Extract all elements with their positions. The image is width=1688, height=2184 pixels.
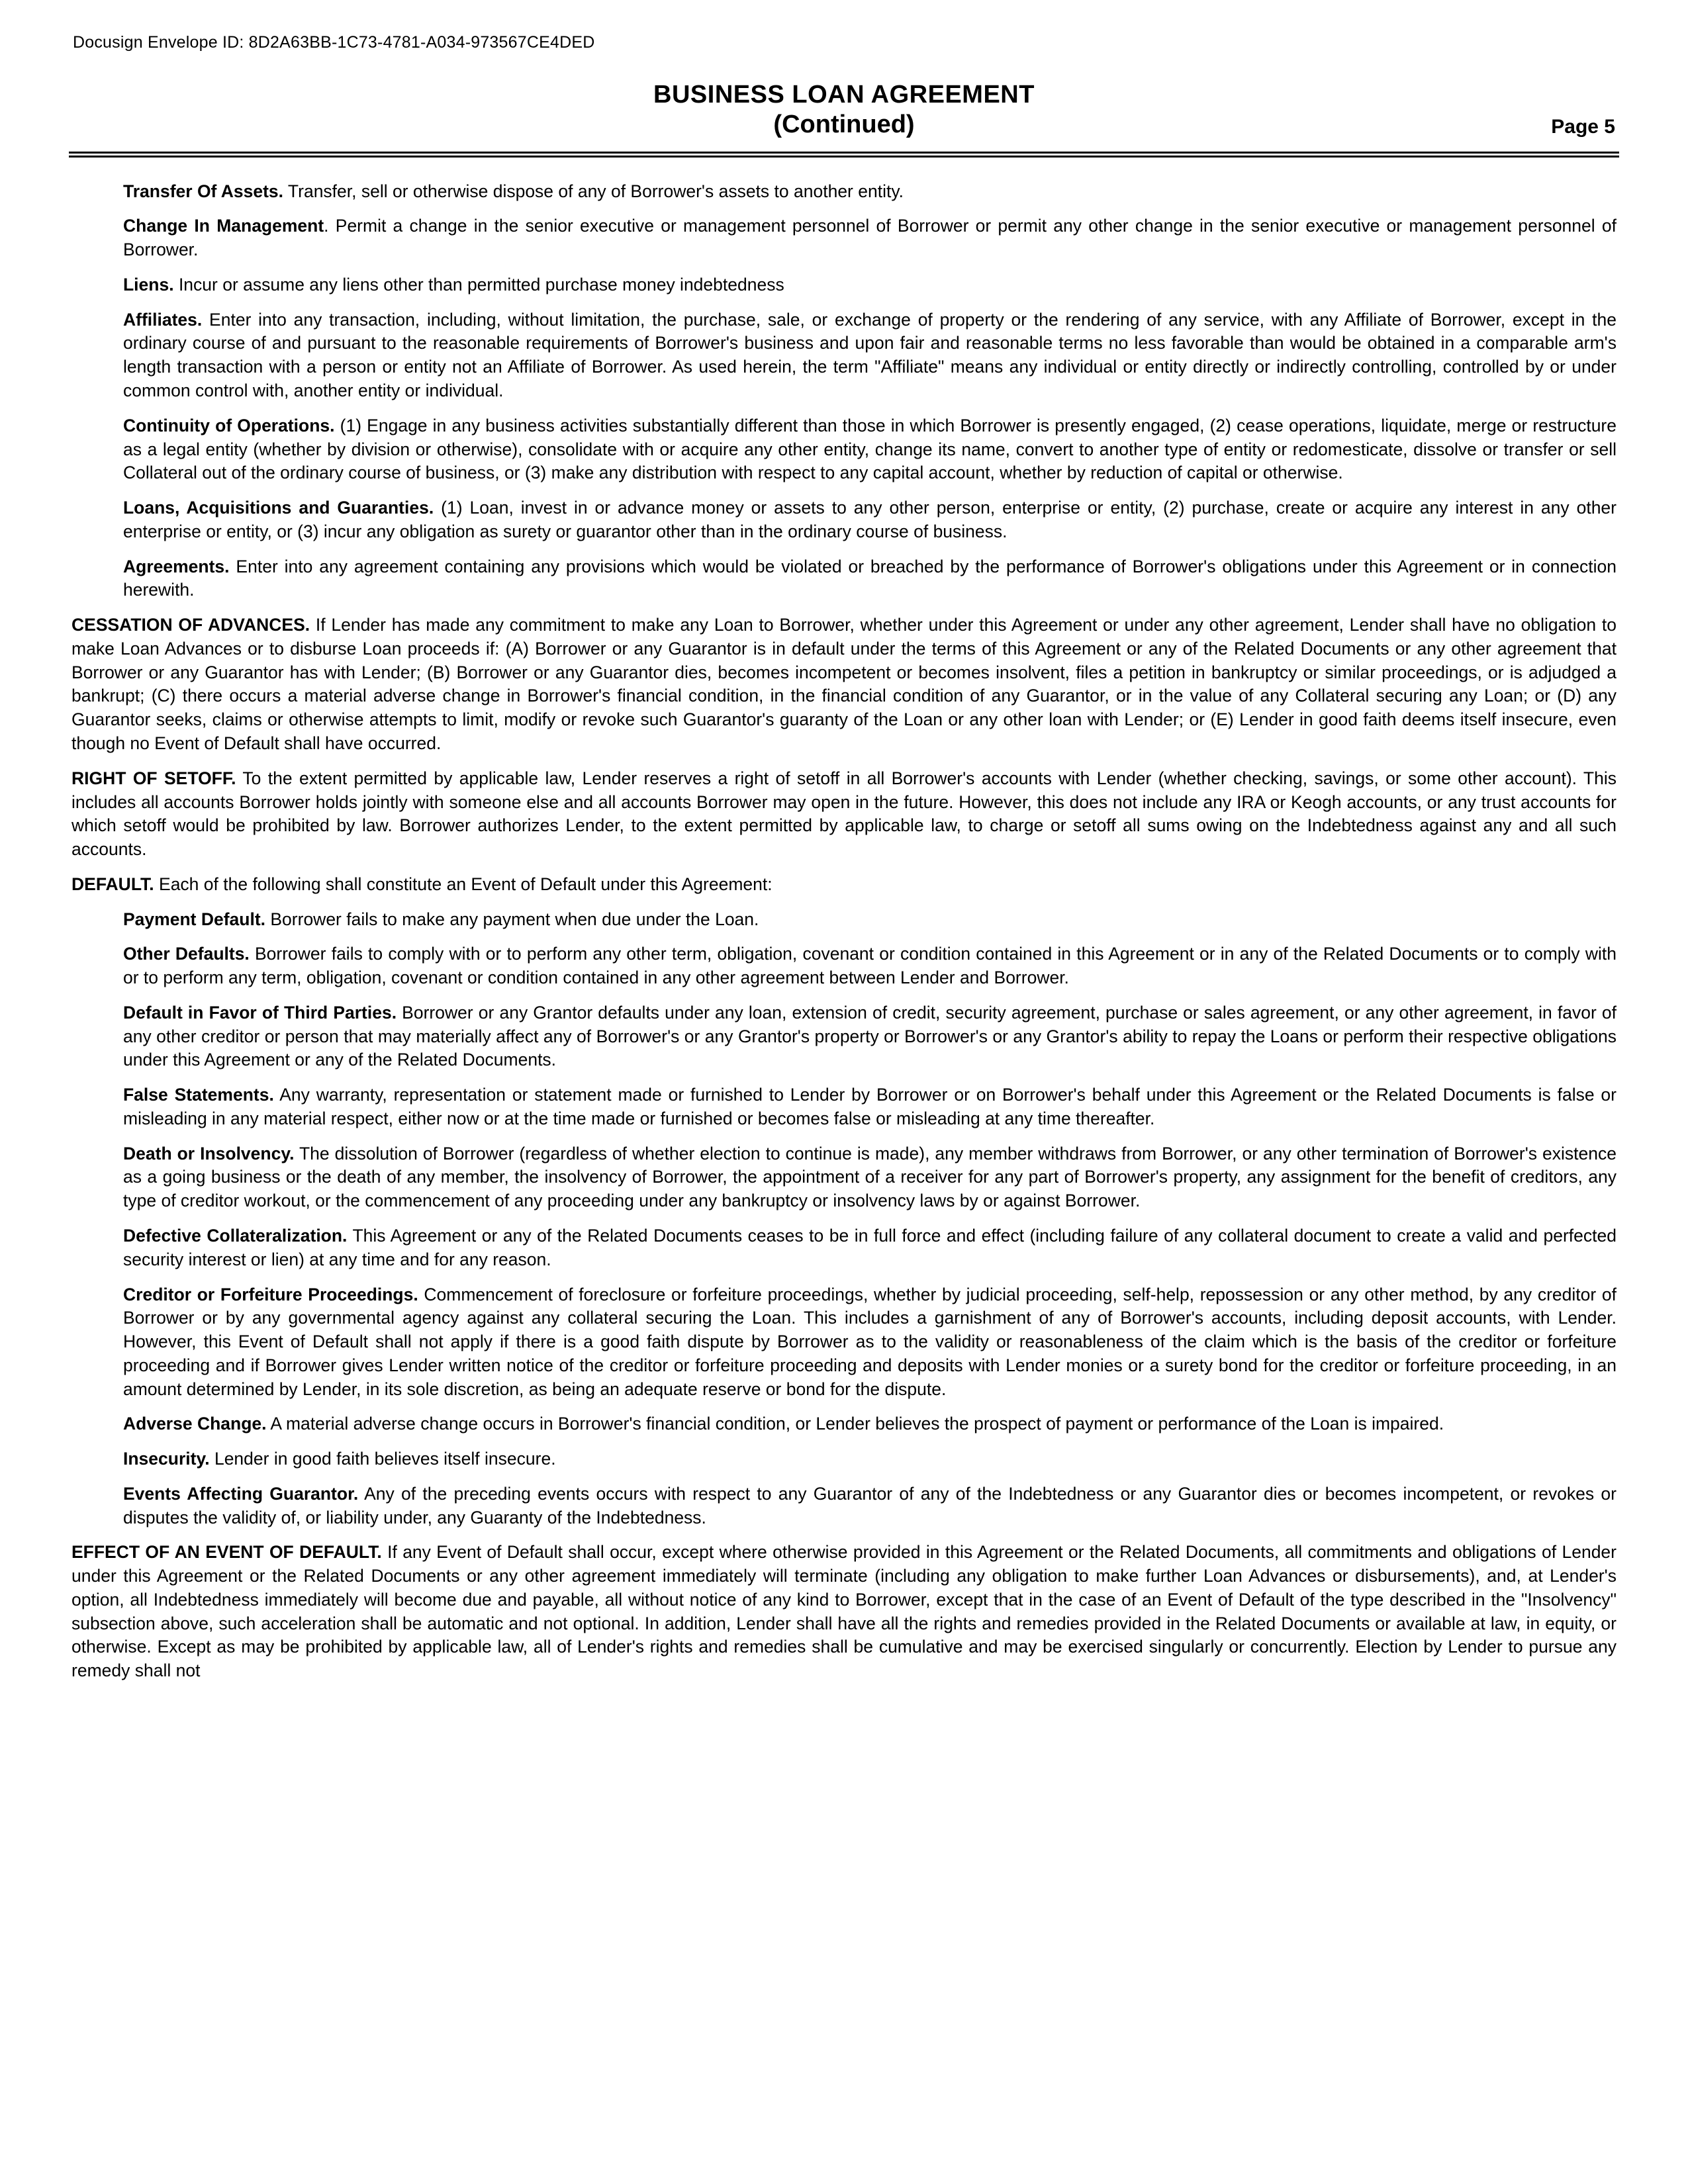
paragraph-text: (1) Loan, invest in or advance money or assets to any other person, enterprise or entity, (2) purchase, create or acquire any interest in any other enterprise or entity, or (3) incur any obligation as surety or guarantor other than in the ordinary course of business. xyxy=(123,498,1617,541)
paragraph-heading: Other Defaults. xyxy=(123,944,250,964)
paragraph-heading: Events Affecting Guarantor. xyxy=(123,1483,359,1504)
paragraph-heading: Payment Default. xyxy=(123,909,266,929)
paragraph-text: Lender in good faith believes itself insecure. xyxy=(209,1449,556,1469)
paragraph xyxy=(123,214,1617,262)
paragraph-text: Borrower fails to comply with or to perform any other term, obligation, covenant or condition contained in this Agreement or in any of the Related Documents or to comply with or to perform any term, obligation, covenant or condition contained in any other agreement between Lender and Borrower. xyxy=(123,944,1617,988)
paragraph-heading: RIGHT OF SETOFF. xyxy=(71,768,236,788)
paragraph-text: Transfer, sell or otherwise dispose of any of Borrower's assets to another entity. xyxy=(283,181,904,201)
paragraph xyxy=(71,767,1617,862)
paragraph xyxy=(123,942,1617,990)
paragraph-heading: Defective Collateralization. xyxy=(123,1225,348,1246)
page-number: Page 5 xyxy=(1551,115,1615,138)
paragraph xyxy=(71,614,1617,756)
document-header xyxy=(66,80,1622,140)
paragraph-heading: Death or Insolvency. xyxy=(123,1143,295,1163)
paragraph-text: This Agreement or any of the Related Documents ceases to be in full force and effect (including failure of any collateral document to create a valid and perfected security interest or lien) at any time and for any reason. xyxy=(123,1225,1617,1269)
paragraph xyxy=(123,180,1617,204)
paragraph-text: If any Event of Default shall occur, except where otherwise provided in this Agreement or the Related Documents, all commitments and obligations of Lender under this Agreement or the Related Documents or any other agreement immediately will terminate (including any obligation to make further Loan Advances or disbursements), and, at Lender's option, all Indebtedness immediately will become due and payable, all without notice of any kind to Borrower, except that in the case of an Event of Default of the type described in the "Insolvency" subsection above, such acceleration shall be automatic and not optional. In addition, Lender shall have all the rights and remedies provided in the Related Documents or available at law, in equity, or otherwise. Except as may be prohibited by applicable law, all of Lender's rights and remedies shall be cumulative and may be exercised singularly or concurrently. Election by Lender to pursue any remedy shall not xyxy=(71,1542,1617,1681)
paragraph xyxy=(123,1412,1617,1436)
paragraph-text: Enter into any agreement containing any provisions which would be violated or breached by the performance of Borrower's obligations under this Agreement or in connection herewith. xyxy=(123,556,1617,600)
paragraph-text: Borrower fails to make any payment when due under the Loan. xyxy=(265,909,759,929)
paragraph-text: Each of the following shall constitute an Event of Default under this Agreement: xyxy=(154,874,773,894)
paragraph-text: Any of the preceding events occurs with respect to any Guarantor of any of the Indebtedness or any Guarantor dies or becomes incompetent, or revokes or disputes the validity of, or liability under, any Guaranty of the Indebtedness. xyxy=(123,1483,1617,1527)
paragraph-heading: Transfer Of Assets. xyxy=(123,181,284,201)
paragraph-text: If Lender has made any commitment to make any Loan to Borrower, whether under this Agreement or under any other agreement, Lender shall have no obligation to make Loan Advances or to disburse Loan proceeds if: (A) Borrower or any Guarantor is in default under the terms of this Agreement or any of the Related Documents or any other agreement that Borrower or any Guarantor has with Lender; (B) Borrower or any Guarantor dies, becomes incompetent or becomes insolvent, files a petition in bankruptcy or similar proceedings, or is adjudged a bankrupt; (C) there occurs a material adverse change in Borrower's financial condition, in the financial condition of any Guarantor, or in the value of any Collateral securing any Loan; or (D) any Guarantor seeks, claims or otherwise attempts to limit, modify or revoke such Guarantor's guaranty of the Loan or any other loan with Lender; or (E) Lender in good faith deems itself insecure, even though no Event of Default shall have occurred. xyxy=(71,615,1617,753)
paragraph-text: Enter into any transaction, including, without limitation, the purchase, sale, or exchange of property or the rendering of any service, with any Affiliate of Borrower, except in the ordinary course of and pursuant to the reasonable requirements of Borrower's business and upon fair and reasonable terms no less favorable than would be obtained in a comparable arm's length transaction with a person or entity not an Affiliate of Borrower. As used herein, the term "Affiliate" means any individual or entity directly or indirectly controlling, controlled by or under common control with, another entity or individual. xyxy=(123,309,1617,401)
paragraph-heading: Creditor or Forfeiture Proceedings. xyxy=(123,1284,418,1304)
document-body xyxy=(66,180,1622,1683)
paragraph-text: A material adverse change occurs in Borrower's financial condition, or Lender believes the prospect of payment or performance of the Loan is impaired. xyxy=(266,1414,1444,1434)
paragraph-text: Commencement of foreclosure or forfeiture proceedings, whether by judicial proceeding, self-help, repossession or any other method, by any creditor of Borrower or by any governmental agency against any collateral securing the Loan. This includes a garnishment of any of Borrower's accounts, including deposit accounts, with Lender. However, this Event of Default shall not apply if there is a good faith dispute by Borrower as to the validity or reasonableness of the claim which is the basis of the creditor or forfeiture proceeding and if Borrower gives Lender written notice of the creditor or forfeiture proceeding and deposits with Lender monies or a surety bond for the creditor or forfeiture proceeding, in an amount determined by Lender, in its sole discretion, as being an adequate reserve or bond for the dispute. xyxy=(123,1284,1617,1399)
paragraph xyxy=(123,1283,1617,1402)
paragraph-text: Incur or assume any liens other than permitted purchase money indebtedness xyxy=(173,274,784,295)
document-subtitle: (Continued) xyxy=(773,110,915,138)
paragraph-heading: DEFAULT. xyxy=(71,874,154,894)
paragraph-heading: Loans, Acquisitions and Guaranties. xyxy=(123,498,434,518)
paragraph-text: The dissolution of Borrower (regardless of whether election to continue is made), any member withdraws from Borrower, or any other termination of Borrower's existence as a going business or the death of any member, the insolvency of Borrower, the appointment of a receiver for any part of Borrower's property, any assignment for the benefit of creditors, any type of creditor workout, or the commencement of any proceeding under any bankruptcy or insolvency laws by or against Borrower. xyxy=(123,1143,1617,1211)
paragraph xyxy=(123,308,1617,403)
paragraph-heading: EFFECT OF AN EVENT OF DEFAULT. xyxy=(71,1542,382,1563)
paragraph xyxy=(123,1142,1617,1213)
paragraph xyxy=(123,1224,1617,1272)
paragraph-heading: Liens. xyxy=(123,274,174,295)
paragraph xyxy=(123,1447,1617,1471)
paragraph-heading: Change In Management xyxy=(123,216,324,236)
paragraph-heading: False Statements. xyxy=(123,1085,274,1105)
paragraph xyxy=(123,908,1617,932)
paragraph-text: Borrower or any Grantor defaults under any loan, extension of credit, security agreement, purchase or sales agreement, or any other agreement, in favor of any other creditor or person that may materially affect any of Borrower's or any Grantor's property or Borrower's or any Grantor's ability to repay the Loans or perform their respective obligations under this Agreement or any of the Related Documents. xyxy=(123,1002,1617,1070)
paragraph-heading: Agreements. xyxy=(123,556,230,576)
paragraph-text: . Permit a change in the senior executive or management personnel of Borrower or permit any other change in the senior executive or management personnel of Borrower. xyxy=(123,216,1617,260)
paragraph xyxy=(123,1482,1617,1530)
paragraph xyxy=(123,273,1617,297)
document-title: BUSINESS LOAN AGREEMENT xyxy=(653,81,1035,109)
paragraph-heading: Default in Favor of Third Parties. xyxy=(123,1002,397,1023)
envelope-id: Docusign Envelope ID: 8D2A63BB-1C73-4781-A034-973567CE4DED xyxy=(73,33,595,52)
paragraph-text: Any warranty, representation or statement made or furnished to Lender by Borrower or on Borrower's behalf under this Agreement or the Related Documents is false or misleading in any material respect, either now or at the time made or furnished or becomes false or misleading at any time thereafter. xyxy=(123,1085,1617,1128)
header-divider xyxy=(69,152,1619,158)
paragraph xyxy=(123,414,1617,485)
paragraph-heading: Affiliates. xyxy=(123,309,203,330)
paragraph xyxy=(123,555,1617,603)
paragraph xyxy=(123,1001,1617,1072)
paragraph-heading: Adverse Change. xyxy=(123,1414,267,1434)
paragraph xyxy=(123,496,1617,544)
paragraph xyxy=(71,1541,1617,1683)
paragraph xyxy=(71,873,1617,897)
paragraph-text: To the extent permitted by applicable law, Lender reserves a right of setoff in all Borrower's accounts with Lender (whether checking, savings, or some other account). This includes all accounts Borrower holds jointly with someone else and all accounts Borrower may open in the future. However, this does not include any IRA or Keogh accounts, or any trust accounts for which setoff would be prohibited by law. Borrower authorizes Lender, to the extent permitted by applicable law, to charge or setoff all sums owing on the Indebtedness against any and all such accounts. xyxy=(71,768,1617,860)
paragraph-text: (1) Engage in any business activities substantially different than those in which Borrower is presently engaged, (2) cease operations, liquidate, merge or restructure as a legal entity (whether by division or otherwise), consolidate with or acquire any other entity, change its name, convert to another type of entity or redomesticate, dissolve or transfer or sell Collateral out of the ordinary course of business, or (3) make any distribution with respect to any capital account, whether by reduction of capital or otherwise. xyxy=(123,415,1617,483)
paragraph-heading: Insecurity. xyxy=(123,1449,210,1469)
paragraph-heading: CESSATION OF ADVANCES. xyxy=(71,615,310,635)
paragraph xyxy=(123,1083,1617,1131)
paragraph-heading: Continuity of Operations. xyxy=(123,415,335,435)
